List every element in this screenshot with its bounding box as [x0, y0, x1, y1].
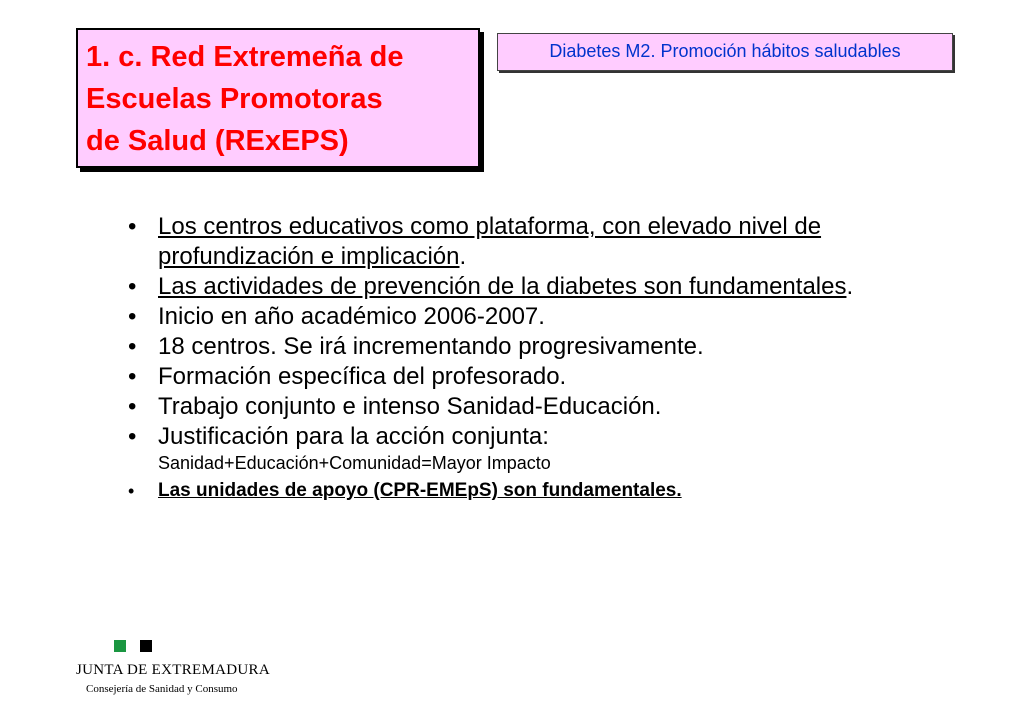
bullet-item — [128, 302, 948, 332]
logo-name: JUNTA DE EXTREMADURA — [76, 662, 270, 678]
bullet-dot-icon: • — [128, 333, 137, 360]
bullet-dot-icon: • — [128, 393, 137, 420]
logo-subtitle: Consejería de Sanidad y Consumo — [86, 683, 238, 695]
logo-green-square-icon — [114, 640, 126, 652]
bullet-text: Formación específica del profesorado. — [158, 363, 567, 390]
slide-title-line-2: Escuelas Promotoras — [86, 83, 383, 115]
bullet-dot-icon: • — [128, 481, 135, 501]
slide-title-line-1: 1. c. Red Extremeña de — [86, 41, 404, 73]
bullet-list — [128, 212, 948, 504]
bullet-item — [128, 478, 948, 504]
bullet-item — [128, 272, 948, 302]
bullet-item — [128, 212, 948, 272]
bullet-dot-icon: • — [128, 213, 137, 240]
bullet-item — [128, 422, 948, 474]
junta-extremadura-logo — [76, 640, 270, 700]
bullet-text-bold-underlined: Las unidades de apoyo (CPR-EMEpS) son fundamentales. — [158, 480, 682, 501]
bullet-text-underlined: Las actividades de prevención de la diabetes son fundamentales — [158, 273, 847, 300]
bullet-text: 18 centros. Se irá incrementando progresivamente. — [158, 333, 704, 360]
bullet-text: Inicio en año académico 2006-2007. — [158, 303, 545, 330]
topic-banner: Diabetes M2. Promoción hábitos saludables — [497, 33, 953, 71]
bullet-dot-icon: • — [128, 273, 137, 300]
bullet-item — [128, 392, 948, 422]
bullet-text: Trabajo conjunto e intenso Sanidad-Educación. — [158, 393, 662, 420]
bullet-item — [128, 332, 948, 362]
bullet-period: . — [846, 273, 854, 300]
bullet-dot-icon: • — [128, 303, 137, 330]
logo-black-square-icon — [140, 640, 152, 652]
slide-title-box — [76, 28, 480, 168]
bullet-dot-icon: • — [128, 423, 137, 450]
bullet-text-underlined: Los centros educativos como plataforma, con elevado nivel de profundización e implicación — [158, 213, 822, 270]
bullet-text: Justificación para la acción conjunta: — [158, 423, 549, 450]
bullet-period: . — [459, 243, 467, 270]
bullet-dot-icon: • — [128, 363, 137, 390]
slide-title-line-3: de Salud (RExEPS) — [86, 125, 349, 157]
bullet-item — [128, 362, 948, 392]
bullet-subtext: Sanidad+Educación+Comunidad=Mayor Impacto — [158, 453, 551, 473]
